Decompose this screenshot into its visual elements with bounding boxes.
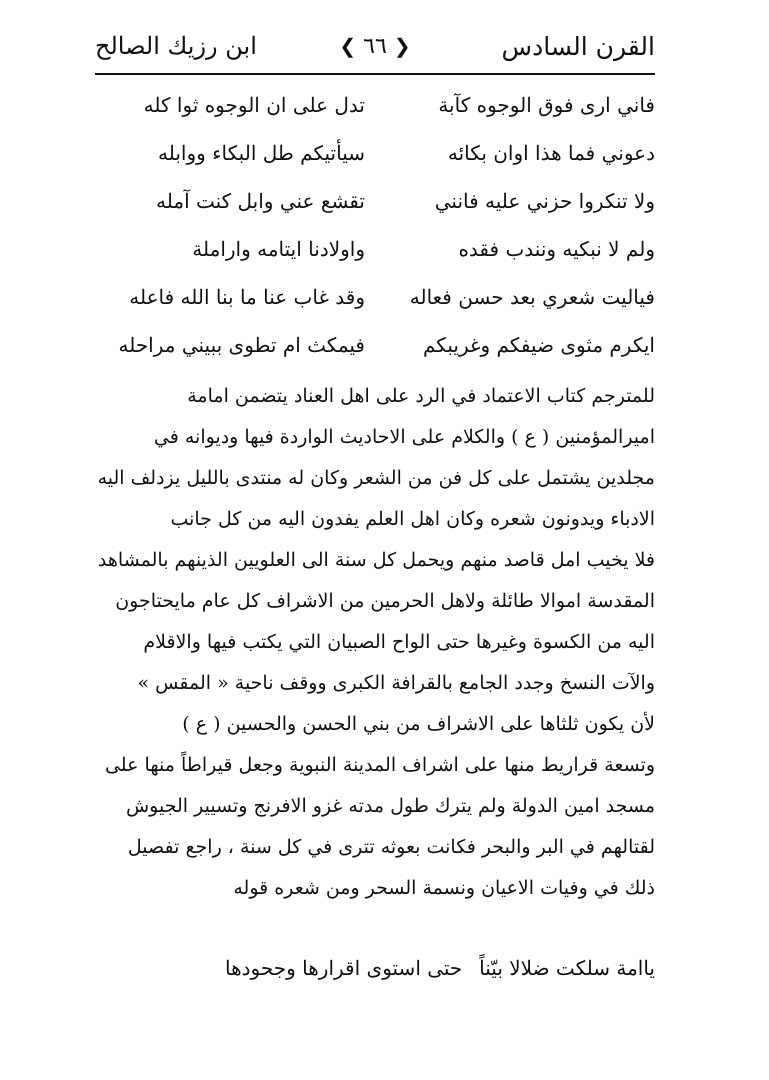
verse-line — [95, 181, 655, 229]
prose-line: فلا يخيب امل قاصد منهم ويحمل كل سنة الى العلويين الذينهم بالمشاهد — [97, 549, 655, 571]
verse-second-hemistich: واولادنا ايتامه واراملة — [192, 237, 365, 261]
verse-second-hemistich: سيأتيكم طل البكاء ووابله — [158, 141, 365, 165]
verse-second-hemistich: تدل على ان الوجوه ثوا كله — [143, 93, 365, 117]
chapter-title: القرن السادس — [501, 32, 655, 61]
prose-line: المقدسة اموالا طائلة ولاهل الحرمين من الاشراف كل عام مايحتاجون — [115, 590, 655, 612]
verse-first-hemistich: ياامة سلكت ضلالا بيّناً — [479, 956, 655, 980]
poem-verses — [95, 85, 655, 373]
verse-line — [95, 325, 655, 373]
verse-first-hemistich: فياليت شعري بعد حسن فعاله — [409, 285, 655, 309]
verse-first-hemistich: ولم لا نبكيه ونندب فقده — [458, 237, 655, 261]
prose-line: مجلدين يشتمل على كل فن من الشعر وكان له منتدى بالليل يزدلف اليه — [97, 467, 655, 489]
prose-line: الادباء ويدونون شعره وكان اهل العلم يفدون اليه من كل جانب — [170, 508, 655, 530]
verse-second-hemistich: حتى استوى اقرارها وجحودها — [225, 956, 463, 980]
prose-line: اميرالمؤمنين ( ع ) والكلام على الاحاديث الواردة فيها وديوانه في — [153, 426, 655, 448]
verse-second-hemistich: تقشع عني وابل كنت آمله — [156, 189, 365, 213]
verse-second-hemistich: وقد غاب عنا ما بنا الله فاعله — [129, 285, 365, 309]
left-ornament-icon: ❮ — [339, 34, 357, 58]
prose-line: لأن يكون ثلثاها على الاشراف من بني الحسن والحسين ( ع ) — [182, 713, 655, 735]
section-title: ابن رزيك الصالح — [95, 32, 257, 60]
verse-line — [95, 277, 655, 325]
verse-second-hemistich: فيمكث ام تطوى ببيني مراحله — [118, 333, 365, 357]
verse-first-hemistich: ولا تنكروا حزني عليه فانني — [434, 189, 655, 213]
verse-line — [95, 133, 655, 181]
page-number: ٦٦ — [363, 34, 387, 59]
prose-line: مسجد امين الدولة ولم يترك طول مدته غزو الافرنج وتسيير الجيوش — [125, 795, 655, 817]
verse-first-hemistich: فاني ارى فوق الوجوه كآبة — [438, 93, 655, 117]
prose-line: والآت النسخ وجدد الجامع بالقرافة الكبرى ووقف ناحية « المقس » — [137, 672, 655, 694]
prose-line: لقتالهم في البر والبحر فكانت بعوثه تترى في كل سنة ، راجع تفصيل — [127, 836, 655, 858]
prose-line: وتسعة قراريط منها على اشراف المدينة النبوية وجعل قيراطاً منها على — [104, 754, 655, 776]
verse-line — [95, 229, 655, 277]
running-header — [95, 28, 655, 74]
prose-line: ذلك في وفيات الاعيان ونسمة السحر ومن شعره قوله — [233, 877, 655, 899]
prose-line: للمترجم كتاب الاعتماد في الرد على اهل العناد يتضمن امامة — [187, 385, 655, 407]
final-verse — [95, 950, 655, 994]
verse-line — [95, 85, 655, 133]
page-number-group — [339, 34, 410, 59]
right-ornament-icon: ❯ — [393, 34, 411, 58]
verse-first-hemistich: ايكرم مثوى ضيفكم وغريبكم — [423, 333, 655, 357]
header-rule — [95, 73, 655, 75]
verse-first-hemistich: دعوني فما هذا اوان بكائه — [447, 141, 655, 165]
prose-paragraph — [95, 376, 655, 909]
prose-line: اليه من الكسوة وغيرها حتى الواح الصبيان التي يكتب فيها والاقلام — [143, 631, 655, 653]
